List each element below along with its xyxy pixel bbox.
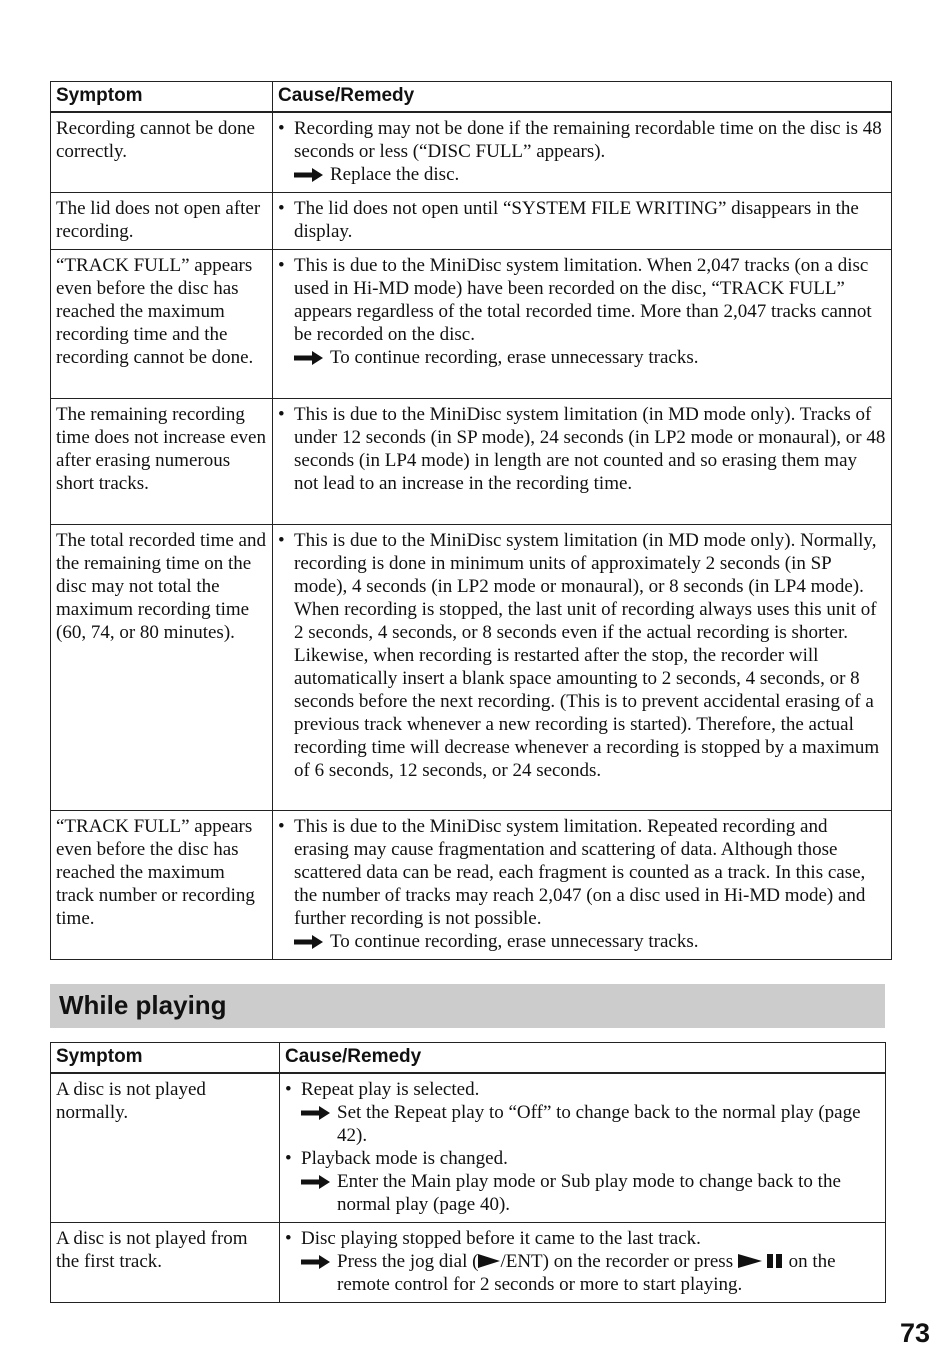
cause-cell [280,1073,886,1223]
cause-text: This is due to the MiniDisc system limitation. Repeated recording and erasing may cause fragmentation and scattering of data. Although those scattered data can be read, each fragment is counted as a track. In this case, the number of tracks may reach 2,047 (on a disc used in Hi-MD mode) and further recording is not possible. [294,816,866,929]
cause-bullet: • The lid does not open until “SYSTEM FILE WRITING” disappears in the display. [278,198,859,242]
cause-text: This is due to the MiniDisc system limitation. When 2,047 tracks (on a disc used in Hi-MD mode) have been recorded on the disc, “TRACK FULL” appears regardless of the total recorded time. More than 2,047 tracks cannot be recorded on the disc. [294,255,872,345]
remedy-text-part: Press the jog dial ( [337,1251,479,1272]
remedy-line [294,930,886,953]
cause-cell [280,1223,886,1303]
cause-text: This is due to the MiniDisc system limitation (in MD mode only). Normally, recording is done in minimum units of approximately 2 seconds (in SP mode), 4 seconds (in LP2 mode or monaural), or 8 seconds (in LP4 mode). When recording is stopped, the last unit of recording always uses this unit of 2 seconds, 4 seconds, or 8 seconds even if the actual recording is shorter. Likewise, when recording is restarted after the stop, the recorder will automatically insert a blank space amounting to 2 seconds, 4 seconds, or 8 seconds before the next recording. (This is to prevent accidental erasing of a previous track whenever a new recording is started). Therefore, the actual recording time will decrease whenever a recording is stopped by a maximum of 6 seconds, 12 seconds, or 24 seconds. [294,530,880,781]
cause-text: Disc playing stopped before it came to the last track. [301,1228,701,1249]
symptom-cell: Recording cannot be done correctly. [51,112,273,193]
section-heading-bar [50,984,885,1028]
cause-remedy-header: Cause/Remedy [273,82,892,113]
symptom-cell: The total recorded time and the remaining time on the disc may not total the maximum recording time (60, 74, or 80 minutes). [51,525,273,811]
cause-bullet: • This is due to the MiniDisc system limitation. Repeated recording and erasing may cause fragmentation and scattering of data. Although those scattered data can be read, each fragment is counted as a track. In this case, the number of tracks may reach 2,047 (on a disc used in Hi-MD mode) and further recording is not possible. [278,816,866,929]
cause-cell [273,193,892,250]
symptom-cell: The remaining recording time does not increase even after erasing numerous short tracks. [51,399,273,525]
play-pause-icon [738,1254,784,1268]
cause-bullet: • Playback mode is changed. [285,1148,508,1169]
cause-cell [273,250,892,399]
troubleshooting-table-recording [50,81,892,960]
remedy-line [294,346,886,369]
cause-bullet: • Disc playing stopped before it came to the last track. [285,1228,701,1249]
section-title: While playing [59,990,227,1020]
troubleshooting-table-playing [50,1042,886,1303]
cause-text: The lid does not open until “SYSTEM FILE WRITING” disappears in the display. [294,198,859,242]
symptom-cell: A disc is not played from the first track. [51,1223,280,1303]
cause-bullet: • This is due to the MiniDisc system limitation (in MD mode only). Normally, recording is done in minimum units of approximately 2 seconds (in SP mode), 4 seconds (in LP2 mode or monaural), or 8 seconds (in LP4 mode). When recording is stopped, the last unit of recording always uses this unit of 2 seconds, 4 seconds, or 8 seconds even if the actual recording is shorter. Likewise, when recording is restarted after the stop, the recorder will automatically insert a blank space amounting to 2 seconds, 4 seconds, or 8 seconds before the next recording. (This is to prevent accidental erasing of a previous track whenever a new recording is started). Therefore, the actual recording time will decrease whenever a recording is stopped by a maximum of 6 seconds, 12 seconds, or 24 seconds. [278,530,880,781]
remedy-text-part: /ENT) on the recorder or press [500,1251,738,1272]
cause-bullet: • This is due to the MiniDisc system limitation (in MD mode only). Tracks of under 12 seconds (in SP mode), 24 seconds (in LP2 mode or monaural), or 48 seconds (in LP4 mode) in length are not counted and so erasing them may not lead to an increase in the recording time. [278,404,886,494]
remedy-line [301,1250,880,1296]
cause-bullet: • This is due to the MiniDisc system limitation. When 2,047 tracks (on a disc used in Hi-MD mode) have been recorded on the disc, “TRACK FULL” appears regardless of the total recorded time. More than 2,047 tracks cannot be recorded on the disc. [278,255,872,345]
remedy-line [301,1101,880,1147]
symptom-cell: The lid does not open after recording. [51,193,273,250]
table-header-row [51,1043,886,1074]
symptom-header: Symptom [51,1043,280,1074]
play-icon [478,1254,500,1268]
remedy-line [294,163,886,186]
right-arrow-icon [294,168,324,182]
page-number: 73 [899,1318,930,1348]
cause-text: Repeat play is selected. [301,1079,480,1100]
table-row [51,112,892,193]
remedy-text-part: on the remote control for 2 seconds or more to start playing. [337,1251,836,1295]
symptom-cell: “TRACK FULL” appears even before the disc has reached the maximum recording time and the recording cannot be done. [51,250,273,399]
right-arrow-icon [301,1255,331,1269]
table-row [51,250,892,399]
cause-cell [273,811,892,960]
symptom-cell: A disc is not played normally. [51,1073,280,1223]
remedy-text: To continue recording, erase unnecessary tracks. [330,931,699,952]
table-row [51,1073,886,1223]
cause-cell [273,525,892,811]
remedy-line [301,1170,880,1216]
table-header-row [51,82,892,113]
table-row [51,1223,886,1303]
cause-text: Recording may not be done if the remaining recordable time on the disc is 48 seconds or less (“DISC FULL” appears). [294,118,882,162]
cause-text: This is due to the MiniDisc system limitation (in MD mode only). Tracks of under 12 seconds (in SP mode), 24 seconds (in LP2 mode or monaural), or 48 seconds (in LP4 mode) in length are not counted and so erasing them may not lead to an increase in the recording time. [294,404,886,494]
right-arrow-icon [294,935,324,949]
remedy-text: Replace the disc. [330,164,460,185]
right-arrow-icon [301,1106,331,1120]
cause-cell [273,112,892,193]
table-row [51,525,892,811]
remedy-text: To continue recording, erase unnecessary tracks. [330,347,699,368]
cause-text: Playback mode is changed. [301,1148,508,1169]
right-arrow-icon [301,1175,331,1189]
table-row [51,811,892,960]
right-arrow-icon [294,351,324,365]
remedy-text: Set the Repeat play to “Off” to change back to the normal play (page 42). [337,1102,861,1146]
remedy-text: Enter the Main play mode or Sub play mode to change back to the normal play (page 40). [337,1171,841,1215]
symptom-header: Symptom [51,82,273,113]
cause-bullet: • Repeat play is selected. [285,1079,480,1100]
cause-bullet: • Recording may not be done if the remaining recordable time on the disc is 48 seconds or less (“DISC FULL” appears). [278,118,882,162]
symptom-cell: “TRACK FULL” appears even before the disc has reached the maximum track number or recording time. [51,811,273,960]
table-row [51,399,892,525]
cause-cell [273,399,892,525]
cause-remedy-header: Cause/Remedy [280,1043,886,1074]
table-row [51,193,892,250]
